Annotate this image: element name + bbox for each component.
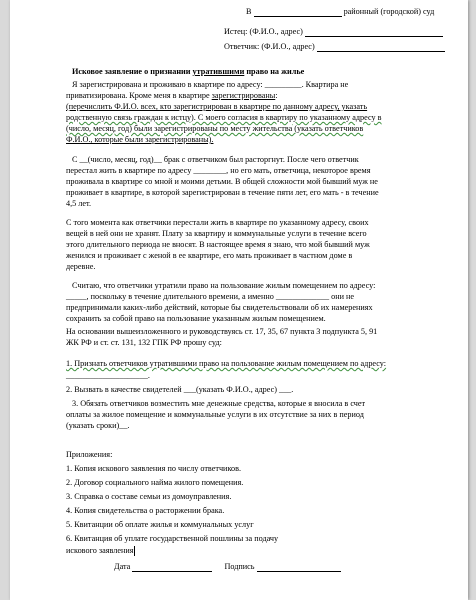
court-line bbox=[246, 6, 434, 17]
body-line: На основании вышеизложенного и руководствуясь ст. 17, 35, 67 пункта 3 подпункта 5, 91 bbox=[66, 327, 378, 336]
plaintiff-blank bbox=[305, 27, 443, 37]
signature-label: Подпись bbox=[224, 562, 255, 571]
appendix-item: 1. Копия искового заявления по числу ответчиков. bbox=[66, 464, 242, 473]
body-line: (число, месяц, год) были зарегистрированы по месту жительства (указать ответчиков bbox=[66, 124, 364, 133]
body-line: родственную связь граждан к истцу). С моего согласия в квартиру по указанному адресу в bbox=[66, 113, 382, 122]
court-suffix: районный (городской) суд bbox=[343, 7, 435, 16]
body-text: приватизирована. Кроме меня в квартире bbox=[66, 91, 212, 100]
document-page bbox=[10, 0, 468, 600]
body-line: Я зарегистрирована и проживаю в квартире по адресу: _________. Квартира не bbox=[72, 80, 349, 89]
signature-blank[interactable] bbox=[257, 562, 341, 572]
body-line: Считаю, что ответчики утратили право на пользование жилым помещением по адресу: bbox=[72, 281, 376, 290]
body-line bbox=[66, 90, 278, 101]
date-signature-line bbox=[114, 561, 341, 572]
appendix-item bbox=[66, 545, 135, 556]
body-line: предпринимали каких-либо действий, которые бы свидетельствовали об их намерениях bbox=[66, 303, 373, 312]
text-cursor bbox=[134, 546, 135, 556]
request-item-3: 3. Обязать ответчиков возместить мне денежные средства, которые я вносила в счет bbox=[72, 399, 366, 408]
title-part-2: утратившими bbox=[192, 67, 245, 76]
body-line: _____, поскольку в течение длительного времени, а именно _____________ они не bbox=[66, 292, 355, 301]
defendant-label: Ответчик: (Ф.И.О., адрес) bbox=[224, 42, 315, 51]
plaintiff-label: Истец: (Ф.И.О., адрес) bbox=[224, 27, 303, 36]
appendix-title: Приложения: bbox=[66, 450, 113, 459]
body-line: Ф.И.О., которые были зарегистрированы). bbox=[66, 135, 214, 144]
body-line: ЖК РФ и ст. ст. 131, 132 ГПК РФ прошу суд: bbox=[66, 338, 222, 347]
body-line: 4,5 лет. bbox=[66, 199, 92, 208]
body-line: С того момента как ответчики перестали жить в квартире по указанному адресу, своих bbox=[66, 218, 369, 227]
defendant-blank bbox=[317, 42, 445, 52]
appendix-item-cont: искового заявления bbox=[66, 546, 134, 555]
body-line: сохранить за собой право на пользование указанным жилым помещением. bbox=[66, 314, 326, 323]
body-line: деревне. bbox=[66, 262, 96, 271]
appendix-item: 4. Копия свидетельства о расторжении брака. bbox=[66, 506, 225, 515]
appendix-item: 6. Квитанция об уплате государственной пошлины за подачу bbox=[66, 534, 279, 543]
body-line: перестал жить в квартире по адресу ________, но его мать, ответчица, некоторое время bbox=[66, 166, 371, 175]
title-part-1: Исковое заявление о признании bbox=[72, 67, 193, 76]
request-item-1: 1. Признать ответчиков утратившими право на пользование жилым помещением по адресу: bbox=[66, 359, 387, 368]
appendix-item: 5. Квитанции об оплате жилья и коммунальных услуг bbox=[66, 520, 254, 529]
date-label: Дата bbox=[114, 562, 131, 571]
body-line: (перечислить Ф.И.О. всех, кто зарегистрирован в квартире по данному адресу, указать bbox=[66, 102, 368, 111]
body-text-underlined: зарегистрированы bbox=[211, 91, 276, 100]
body-line: проживает в квартире, в которой зарегистрирован в течение пяти лет, его мать - в течение bbox=[66, 188, 379, 197]
plaintiff-line bbox=[224, 26, 443, 37]
court-blank bbox=[254, 7, 342, 17]
request-item-3: оплаты за жилое помещение и коммунальные услуги в их отсутствие за них в период bbox=[66, 410, 364, 419]
title-part-3: право на жилье bbox=[244, 67, 305, 76]
body-line: этого длительного периода не вносят. В настоящее время я знаю, что мой бывший муж bbox=[66, 240, 370, 249]
body-text: : bbox=[275, 91, 278, 100]
body-line: женился и проживает с женой в ее квартире, его мать проживает в частном доме в bbox=[66, 251, 353, 260]
defendant-line bbox=[224, 41, 445, 52]
document-title bbox=[72, 66, 304, 77]
appendix-item: 2. Договор социального найма жилого помещения. bbox=[66, 478, 244, 487]
request-item-1-blank: ____________________. bbox=[66, 371, 150, 380]
appendix-item: 3. Справка о составе семьи из домоуправления. bbox=[66, 492, 232, 501]
court-prefix: В bbox=[246, 7, 252, 16]
request-item-2: 2. Вызвать в качестве свидетелей ___(указать Ф.И.О., адрес) ___. bbox=[66, 385, 294, 394]
body-line: проживала в квартире со мной и моими детьми. В общей сложности мой бывший муж не bbox=[66, 177, 378, 186]
body-line: С __(число, месяц, год)__ брак с ответчиком был расторгнут. После чего ответчик bbox=[72, 155, 359, 164]
body-line: вещей в ней они не хранят. Плату за квартиру и коммунальные услуги в течение всего bbox=[66, 229, 367, 238]
request-item-3: (указать сроки)__. bbox=[66, 421, 130, 430]
date-blank[interactable] bbox=[132, 562, 212, 572]
